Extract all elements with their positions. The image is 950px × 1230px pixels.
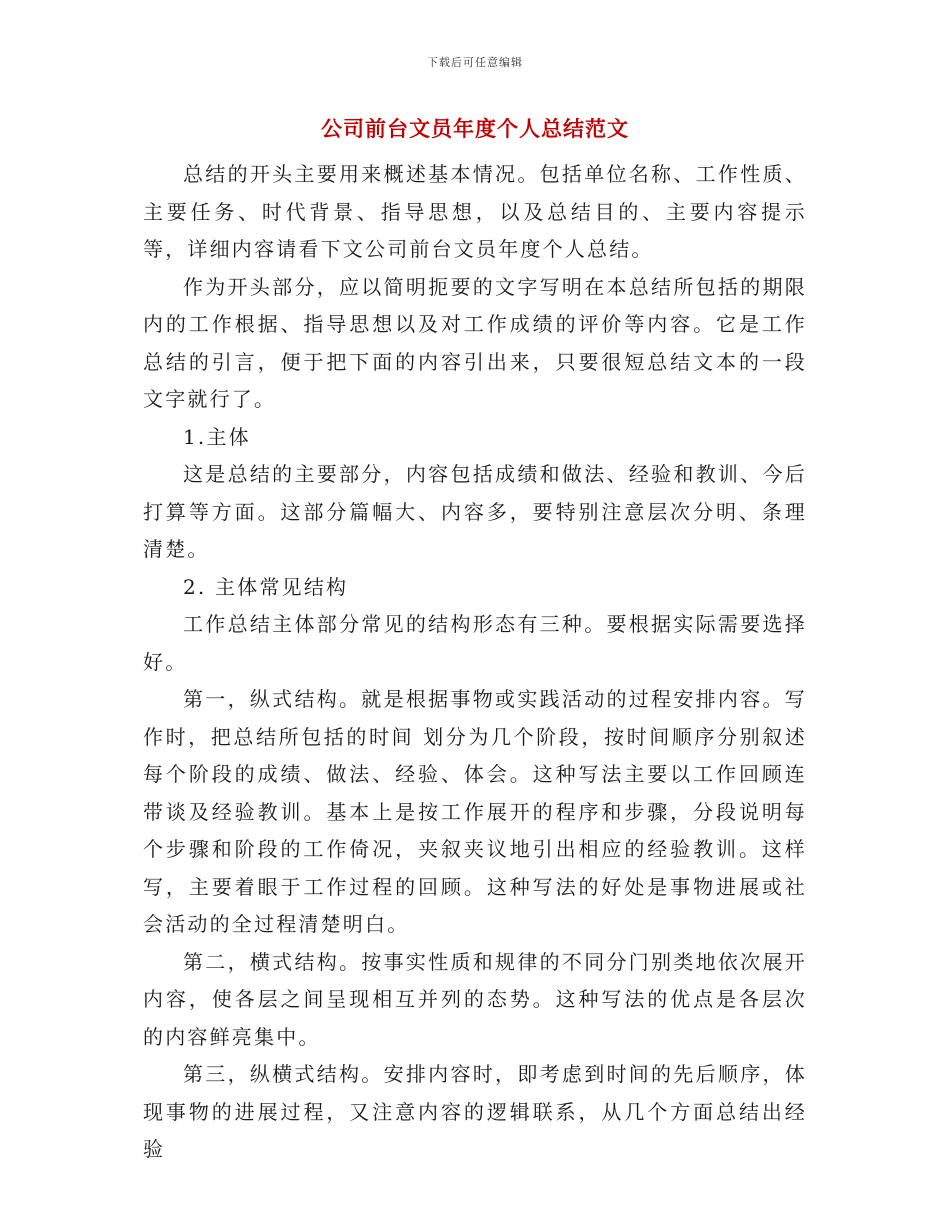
section-heading-structure: 2. 主体常见结构 — [183, 574, 349, 599]
header-note: 下载后可任意编辑 — [427, 56, 523, 69]
paragraph-horizontal-structure: 第二，横式结构。按事实性质和规律的不同分门别类地依次展开内容，使各层之间呈现相互并列的态势。这种写法的优点是各层次的内容鲜亮集中。 — [143, 949, 807, 1049]
paragraph-main-body: 这是总结的主要部分，内容包括成绩和做法、经验和教训、今后打算等方面。这部分篇幅大、内容多，要特别注意层次分明、条理清楚。 — [143, 462, 807, 561]
paragraph-intro: 总结的开头主要用来概述基本情况。包括单位名称、工作性质、主要任务、时代背景、指导思想，以及总结目的、主要内容提示等，详细内容请看下文公司前台文员年度个人总结。 — [143, 162, 807, 261]
document-title: 公司前台文员年度个人总结范文 — [321, 117, 629, 141]
section-heading-main-body: 1.主体 — [183, 424, 251, 449]
paragraph-opening: 作为开头部分，应以简明扼要的文字写明在本总结所包括的期限内的工作根据、指导思想以及对工作成绩的评价等内容。它是工作总结的引言，便于把下面的内容引出来，只要很短总结文本的一段文字就行了。 — [143, 274, 807, 411]
document-body — [143, 156, 807, 1169]
paragraph-vertical-structure: 第一，纵式结构。就是根据事物或实践活动的过程安排内容。写作时，把总结所包括的时间 划分为几个阶段，按时间顺序分别叙述每个阶段的成绩、做法、经验、体会。这种写法主要以工作回顾连带谈及经验教训。基本上是按工作展开的程序和步骤，分段说明每个步骤和阶段的工作倚况，夹叙夹议地引出相应的经验教训。这样写，主要着眼于工作过程的回顾。这种写法的好处是事物进展或社会活动的全过程清楚明白。 — [143, 687, 807, 936]
paragraph-combined-structure: 第三，纵横式结构。安排内容时，即考虑到时间的先后顺序，体现事物的进展过程，又注意内容的逻辑联系，从几个方面总结出经验 — [143, 1062, 807, 1161]
paragraph-structure: 工作总结主体部分常见的结构形态有三种。要根据实际需要选择好。 — [143, 612, 807, 674]
